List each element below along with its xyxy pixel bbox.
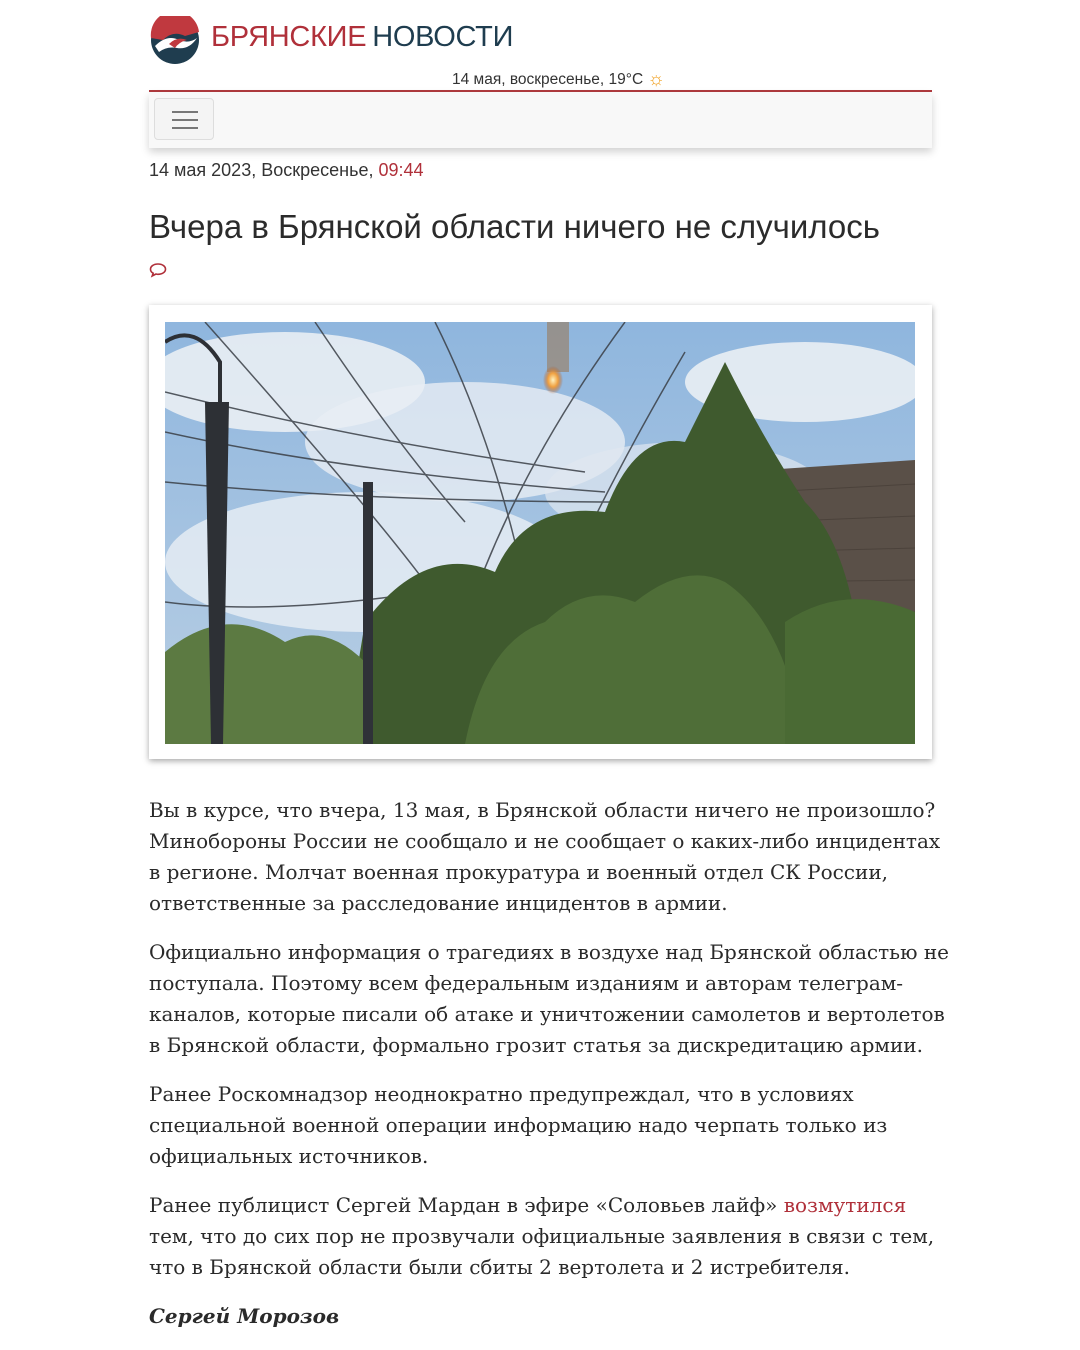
hamburger-icon bbox=[172, 111, 198, 113]
article-photo-frame bbox=[149, 305, 932, 759]
navbar bbox=[149, 92, 932, 148]
article-paragraph: Официально информация о трагедиях в воздухе над Брянской областью не поступала. Поэтому всем федеральным изданиям и авторам телеграм-каналов, которые писали об атаке и уничтожении самолетов и вертолетов в Брянской области, формально грозит статья за дискредитацию армии. bbox=[149, 940, 950, 1057]
site-brand[interactable] bbox=[211, 20, 513, 54]
article-body bbox=[149, 795, 949, 1350]
hamburger-icon bbox=[172, 119, 198, 121]
logo-bird-icon[interactable] bbox=[149, 16, 201, 64]
weather-widget bbox=[452, 69, 665, 91]
article-author: Сергей Морозов bbox=[149, 1304, 340, 1328]
article-date: 14 мая 2023, Воскресенье, bbox=[149, 160, 374, 180]
article-paragraph bbox=[149, 1190, 949, 1283]
weather-text: 14 мая, воскресенье, 19°C bbox=[452, 71, 644, 88]
brand-first-word: БРЯНСКИЕ bbox=[211, 21, 367, 53]
comment-icon[interactable] bbox=[149, 262, 167, 278]
paragraph-text: Ранее публицист Сергей Мардан в эфире «Соловьев лайф» bbox=[149, 1193, 778, 1217]
article-title: Вчера в Брянской области ничего не случилось bbox=[149, 208, 880, 245]
hamburger-icon bbox=[172, 127, 198, 129]
brand-second-word: НОВОСТИ bbox=[372, 21, 514, 53]
site-header bbox=[149, 14, 932, 90]
menu-toggle-button[interactable] bbox=[154, 98, 214, 140]
article-paragraph: Вы в курсе, что вчера, 13 мая, в Брянской области ничего не произошло? Минобороны России не сообщало и не сообщает о каких-либо инцидентах в регионе. Молчат военная прокуратура и военный отдел СК России, ответственные за расследование инцидентов в армии. bbox=[149, 798, 941, 915]
article-dateline bbox=[149, 160, 424, 181]
sun-icon: ☼ bbox=[647, 69, 665, 90]
source-link[interactable]: возмутился bbox=[783, 1193, 907, 1217]
article-paragraph: Ранее Роскомнадзор неоднократно предупреждал, что в условиях специальной военной операции информацию надо черпать только из официальных источников. bbox=[149, 1082, 888, 1168]
article-photo[interactable] bbox=[165, 322, 915, 744]
paragraph-text: тем, что до сих пор не прозвучали официальные заявления в связи с тем, что в Брянской области были сбиты 2 вертолета и 2 истребителя. bbox=[149, 1224, 935, 1279]
article-time: 09:44 bbox=[378, 160, 424, 180]
